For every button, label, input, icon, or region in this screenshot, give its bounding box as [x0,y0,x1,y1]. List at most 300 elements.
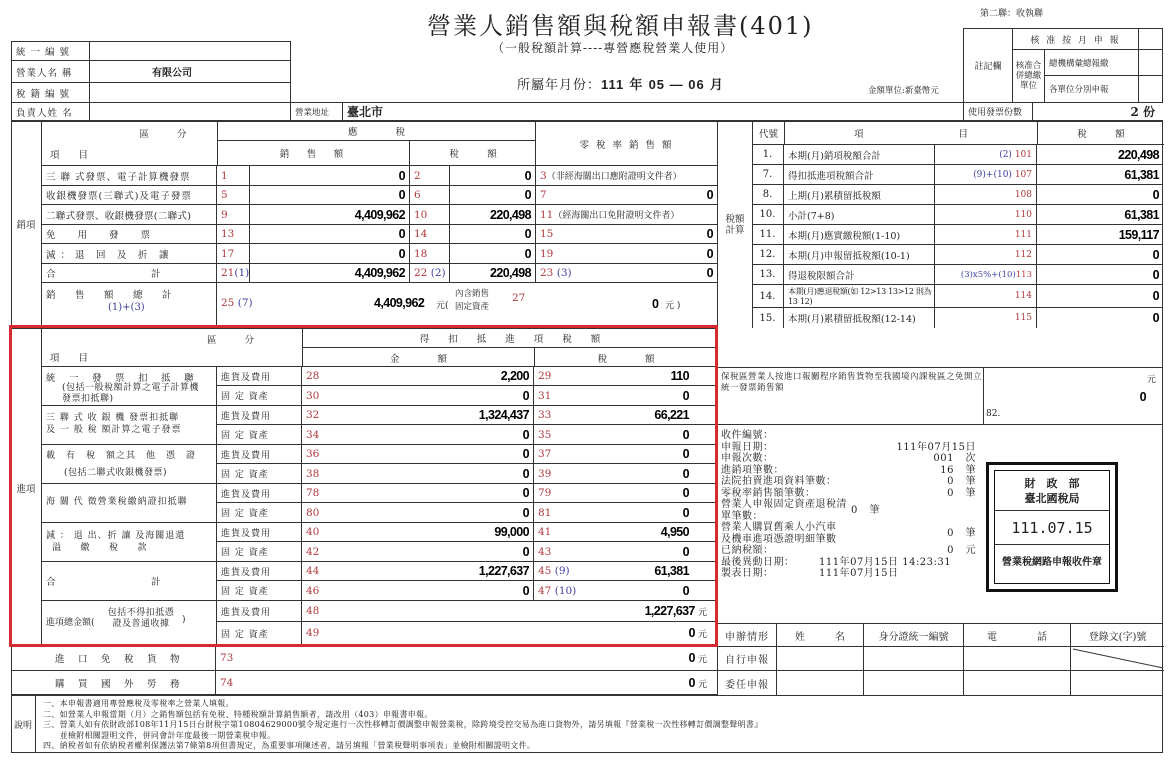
code: 37 [538,448,552,460]
filing-label: 申報日期： [721,441,774,453]
filing-label: 最後異動日期： [721,556,795,568]
tax-cell [534,425,717,444]
diagonal-strike-icon [1071,647,1164,670]
note-line: 三、營業人如有依財政部108年11月15日台財稅字第10804629000號令規定進行一次性移轉訂價調整申報營業稅，除跨境受控交易為進口貨物外，請另填報『營業稅一次性移轉訂價調整聲明書』 [43,720,763,729]
filer-header-cell: 身分證統一編號 [864,624,964,646]
row-code [934,308,1037,328]
code: 107 [1014,169,1032,180]
purchase-total-group [42,562,717,601]
separate-checkbox[interactable] [1139,76,1162,102]
grand-total-note: 包括不得扣抵憑證及普通收據 [107,608,175,629]
sales-row-label: 收銀機發票(三聯式)及電子發票 [42,186,217,205]
amount-cell [302,406,534,425]
sales-code: 17 [217,244,250,263]
sales-total-formula: (1)+(3) [108,302,145,313]
total-label-cell [42,283,217,326]
period-months: 05 — 06 [648,77,705,92]
sales-section [11,121,42,326]
tax-cell [534,581,717,600]
tax-cell [534,484,717,503]
filing-value: 0 [851,504,858,516]
purchase-grand-total [42,601,717,645]
tax-amount[interactable]: 0 [524,227,531,241]
row-code [934,245,1037,264]
amount[interactable]: 0 [522,544,529,559]
fixed-assets-unit: 元 ) [665,301,681,311]
amount[interactable]: 99,000 [494,525,529,539]
sales-amount[interactable]: 0 [250,186,410,205]
filer-id-field[interactable] [864,647,964,670]
amount-cell [302,425,534,444]
row-no: 10. [752,205,784,224]
stamp-frame [994,470,1110,584]
tax-amount[interactable]: 0 [524,188,531,202]
filing-unit: 筆 [965,487,976,499]
filing-label: 進銷項筆數： [721,464,784,476]
tax-amount[interactable]: 0 [524,168,531,183]
stamp-header [995,471,1109,511]
row-code [934,145,1037,164]
name-field[interactable]: 有限公司 [90,61,290,83]
import-exempt-label: 進 口 免 稅 貨 物 [11,645,216,670]
amount[interactable]: 1,324,437 [478,408,529,422]
notes-label: 說明 [11,696,36,753]
tax[interactable]: 0 [682,505,689,520]
code: 23 [540,267,554,279]
group-label-cell [42,406,217,444]
tax[interactable]: 110 [670,369,689,383]
group-label: 統 一 發 票 扣 抵 聯 [46,373,196,384]
zero-amount[interactable]: 0 [706,266,713,280]
code: 73 [220,651,234,664]
sales-amount[interactable]: 0 [250,225,410,244]
code: 48 [306,605,320,617]
purchase-group [42,445,717,484]
code: 81 [538,506,552,519]
header-item: 項 目 [785,121,1038,144]
filing-value: 16 [940,464,954,476]
note-line: 四、納稅者如有依納稅者權利保護法第7條第8項但書規定，為重要事項陳述者，請另填報「營業稅聲明事項表」並檢附相關證明文件。 [43,741,536,750]
tax-reg-field[interactable] [90,83,290,103]
filing-label: 收件編號： [721,430,774,441]
tax-cell [534,542,717,561]
filing-row [721,453,976,465]
sub-purchase-label: 進貨及費用 [217,523,302,542]
unified-no-label: 統 一 編 號 [12,42,90,61]
tax[interactable]: 0 [682,427,689,442]
sales-row [42,225,717,245]
tax-cell [534,503,717,522]
ref: (10) [554,584,577,597]
code: 45 [538,565,552,577]
tax[interactable]: 4,950 [660,525,689,539]
purchases-section-label: 進項 [16,483,36,495]
sales-code: 1 [217,166,250,185]
tax-calc-row [752,265,1163,285]
sales-header-category: 區 分 [139,129,190,140]
ref: (9)+(10) [973,169,1012,180]
foreign-service-cell [216,671,717,694]
filing-unit: 筆 [965,476,976,487]
row-label: 本期(月)累積留抵稅額(12-14) [788,314,916,325]
code: 29 [538,370,552,382]
sales-total-unit: 元( [436,301,449,311]
row-value[interactable]: 0 [1152,187,1159,202]
bonded-code: 82. [986,409,1001,419]
amount-cell [302,542,534,561]
tax-calc-row [752,225,1163,245]
value[interactable]: 1,227,637 [644,604,695,618]
code: 34 [306,428,320,441]
purchases-header-category: 區 分 [206,335,257,346]
amount[interactable]: 0 [522,583,529,598]
row-value[interactable]: 0 [1152,247,1159,262]
filer-name-field[interactable] [777,671,864,695]
unit: 元 [697,630,707,640]
sales-header-item: 項 目 [50,150,89,161]
filer-phone-field[interactable] [964,647,1071,670]
purchase-group [42,484,717,523]
period-year-unit: 年 [629,78,644,93]
code: 46 [306,584,320,597]
zero-rate-header: 零 稅 率 銷 售 額 [535,121,717,166]
unit: 元 [697,679,707,690]
invoice-copies-label: 使用發票份數 [963,103,1033,120]
invoice-copies-value[interactable]: 2 份 [1130,105,1155,119]
group-label: 海 關 代 徵營業稅繳納證扣抵聯 [46,497,188,507]
tax-amount[interactable]: 220,498 [490,266,531,280]
code: 114 [1014,291,1032,301]
monthly-label: 核 准 按 月 申 報 [1013,29,1139,50]
sales-amount[interactable]: 4,409,962 [250,264,410,283]
amount-cell [302,445,534,464]
purchase-group [42,367,717,406]
amount[interactable]: 0 [522,388,529,403]
zero-code: 15 [540,228,554,240]
filer-reg-field-disabled [1071,647,1164,670]
sub-fixed-label: 固 定 資產 [217,425,302,444]
grand-total-close: ) [182,615,186,625]
header-tax: 稅 額 [1077,128,1125,140]
group-label: 合 計 [46,577,162,588]
code: 31 [538,389,552,402]
zero-amount[interactable]: 0 [706,227,713,241]
tax-calc-label: 稅額計算 [718,121,753,328]
filer-row [718,671,1164,695]
row-no: 11. [752,225,784,244]
sales-amount[interactable]: 0 [250,166,410,185]
tax-calc-row [752,245,1163,265]
code: 74 [220,676,234,689]
taxable-header-label: 應 稅 [218,121,535,141]
tax[interactable]: 66,221 [654,408,689,422]
filing-label: 營業人購買舊乘人小汽車及機車進項憑證明細筆數 [721,522,837,545]
row-value[interactable]: 159,117 [1118,227,1159,242]
sub-purchase-label: 進貨及費用 [217,484,302,503]
sales-amount[interactable]: 4,409,962 [250,205,410,224]
taxpayer-info [11,41,291,121]
ref: (2) [999,149,1012,160]
sub-fixed-label: 固 定 資產 [217,386,302,405]
sub-fixed-label: 固 定 資產 [217,581,302,600]
tax-calc-rows [752,145,1163,328]
period-year: 111 [601,77,625,92]
bonded-value[interactable]: 0 [1139,390,1146,404]
amount-cell [302,503,534,522]
tax[interactable]: 0 [682,466,689,481]
amount[interactable]: 0 [522,505,529,520]
filing-row [721,465,976,477]
sales-row [42,166,717,186]
stamp-footer: 營業稅網路申報收件章 [1002,556,1102,568]
purchases-header-item: 項 目 [50,353,89,364]
monthly-checkbox[interactable] [1139,29,1162,50]
ref: (3) [556,267,572,279]
sub-purchase-label: 進貨及費用 [217,406,302,425]
tax[interactable]: 0 [682,447,689,461]
purchases-section [11,328,42,645]
sales-row-label: 合 計 [42,264,217,283]
filer-row-label: 自行申報 [718,647,777,670]
separate-label: 各單位分別申報 [1045,76,1139,102]
code: 47 [538,584,552,597]
tax-cell [534,386,717,405]
unit: 元 [697,608,707,618]
copy-label: 第二聯：收執聯 [980,9,1044,19]
filing-unit: 次 [965,453,976,464]
sales-tax-header: 稅 額 [449,149,497,160]
sales-row-label: 減 ： 退 回 及 折 讓 [42,244,217,263]
import-exempt-row [11,645,717,671]
stamp-line2: 臺北國稅局 [1024,491,1080,505]
foreign-service-label: 購 買 國 外 勞 務 [11,671,216,694]
tax-calc-header [753,121,1164,145]
tax-amount[interactable]: 0 [524,246,531,261]
code: 40 [306,526,320,538]
row-value[interactable]: 61,381 [1124,167,1159,182]
filer-table [717,623,1163,695]
bonded-unit: 元 [1146,375,1156,385]
row-value[interactable]: 61,381 [1124,207,1159,222]
owner-field[interactable] [90,103,290,120]
zero-rate-cell [535,244,717,263]
sub-fixed-label: 固 定 資產 [217,542,302,561]
fixed-assets-value[interactable]: 0 [652,297,659,311]
amount-cell [302,464,534,483]
filing-label: 已納稅額： [721,545,774,556]
tax-amount[interactable]: 220,498 [490,207,531,222]
tax-calc-row [752,205,1163,225]
filer-reg-field[interactable] [1071,671,1164,695]
filing-label: 製表日期： [721,568,774,579]
sales-code: 13 [217,225,250,244]
row-label: 上期(月)累積留抵稅額 [788,190,881,202]
page-title: 營業人銷售額與稅額申報書(401) [427,12,814,40]
zero-code: 3 [540,169,547,182]
tax-code: 18 [410,244,450,263]
row-no: 1. [752,145,784,164]
amount[interactable]: 0 [522,466,529,481]
fixed-assets-code: 27 [512,292,526,304]
sales-row-label: 二聯式發票、收銀機發票(二聯式) [42,205,217,224]
group-label-cell [42,445,217,483]
filing-unit: 筆 [869,504,880,516]
note-line: 並檢附相關證明文件，併同會計年度最後一期營業稅申報。 [43,730,276,740]
receipt-stamp [986,462,1118,592]
bonded-section [717,367,1163,425]
row-no: 13. [752,265,784,284]
row-value[interactable]: 220,498 [1118,147,1159,162]
purchase-amount-header: 金 額 [303,348,535,367]
amount[interactable]: 1,227,637 [478,564,529,578]
filing-value: 0 [947,527,954,539]
filing-row [721,430,976,442]
row-no: 14. [752,285,784,307]
row-code [934,285,1037,307]
grand-total-label-cell [42,601,217,645]
code: 25 [221,297,235,309]
filing-row [721,557,976,569]
header-code: 代號 [753,121,785,144]
filing-value: 0 [947,545,954,556]
period [517,74,724,93]
filing-value: 111年07月15日 [896,441,976,453]
zero-code: 7 [540,189,547,201]
purchase-tax-header: 稅 額 [597,353,655,365]
filing-row [721,522,976,545]
code: 35 [538,428,552,441]
value[interactable]: 0 [688,650,695,665]
row-label: 本期(月)申報留抵稅額(10-1) [788,250,910,262]
sales-amount-header: 銷 售 額 [218,141,410,165]
page-subtitle: （一般稅額計算----專營應稅營業人使用） [492,41,734,55]
ref: (7) [237,297,253,309]
row-code [934,225,1037,244]
tax-code: 2 [410,166,450,185]
filing-value: 001 [933,453,954,464]
code: 49 [306,627,320,639]
tax[interactable]: 0 [682,388,689,403]
tax[interactable]: 0 [682,583,689,598]
zero-rate-cell [535,166,717,185]
row-label: 小計(7+8) [788,210,835,222]
deductible-header-label: 得 扣 抵 進 項 稅 額 [303,329,717,348]
amount[interactable]: 2,200 [500,369,529,383]
group-label-cell [42,484,217,522]
code: 33 [538,409,552,421]
sub-purchase-label: 進貨及費用 [217,562,302,581]
amount-cell [302,386,534,405]
zero-rate-cell [535,264,717,283]
sales-code [217,264,250,283]
group-label-cell [42,523,217,561]
unit: 元 [697,654,707,665]
filer-id-field[interactable] [864,671,964,695]
group-label: 載 有 稅 額之其 他 憑 證 [46,451,197,461]
zero-amount[interactable]: 0 [706,246,713,261]
filer-row-label: 委任申報 [718,671,777,695]
tax[interactable]: 0 [682,486,689,500]
filing-row [721,568,976,580]
tax[interactable]: 61,381 [654,564,689,578]
amount[interactable]: 0 [522,447,529,461]
row-value[interactable]: 0 [1152,267,1159,282]
tax-cell [534,445,717,464]
hq-checkbox[interactable] [1139,50,1162,76]
filer-phone-field[interactable] [964,671,1071,695]
notes-section [11,695,1163,753]
stamp-line1: 財 政 部 [1024,476,1080,490]
sales-amount[interactable]: 0 [250,244,410,263]
row-value[interactable]: 0 [1152,289,1159,303]
row-value[interactable]: 0 [1152,311,1159,325]
address-field[interactable]: 臺北市 [347,105,384,119]
zero-rate-cell [535,186,717,205]
filing-label: 營業人申報固定資產退稅清單筆數： [721,499,847,522]
ref: (2) [430,267,446,279]
sub-fixed-label: 固 定 資產 [217,464,302,483]
value[interactable]: 0 [688,626,695,640]
amount[interactable]: 0 [522,486,529,500]
row-no: 12. [752,245,784,264]
row-code [934,265,1037,284]
filer-name-field[interactable] [777,647,864,670]
tax-code: 10 [410,205,450,224]
filing-row [721,488,976,500]
tax-cell [534,464,717,483]
row-label: 本期(月)應退稅額(如 12>13 13>12 則為 13 12) [788,287,932,306]
fixed-assets-label: 內含銷售固定資產 [455,289,490,312]
amount[interactable]: 0 [522,427,529,442]
remarks-box [963,28,1163,103]
zero-amount[interactable]: 0 [706,188,713,202]
unified-no-field[interactable] [90,42,290,61]
group-label: 減 ： 退 出、折 讓 及海關退還 [46,531,186,541]
tax-code: 6 [410,186,450,205]
filing-row [721,442,976,454]
tax-reg-label: 稅 籍 編 號 [12,83,90,103]
purchases-header [42,328,717,367]
sales-code: 5 [217,186,250,205]
note-line: 一、本申報書適用專營應稅及零稅率之營業人填報。 [43,699,234,708]
sales-section-label: 銷項 [16,219,36,231]
tax[interactable]: 0 [682,544,689,559]
value[interactable]: 0 [688,675,695,690]
notes-list [43,699,763,752]
code: 113 [1015,269,1032,280]
sub-purchase-label: 進貨及費用 [217,445,302,464]
row-code [934,165,1037,184]
purchase-group [42,523,717,562]
bonded-value-cell [983,368,1164,425]
sales-row [42,186,717,206]
filing-info-list [721,430,976,580]
row-label: 得扣抵進項稅額合計 [788,170,874,182]
sales-total-label: 銷 售 額 總 計 [46,290,177,301]
period-label: 所屬年月份： [517,78,602,93]
filing-label: 法院拍賣進項資料筆數： [721,476,837,487]
sales-total-value[interactable]: 4,409,962 [374,296,425,310]
filer-header-cell: 姓 名 [777,624,864,646]
tax-code: 14 [410,225,450,244]
grand-total-label: 進項總金額( [46,618,95,628]
filer-header-cell: 登錄文(字)號 [1088,631,1147,643]
address-label: 營業地址 [291,103,343,120]
filing-value: 0 [947,476,954,487]
code: 110 [1014,209,1032,220]
filing-row [721,476,976,488]
sales-rows [42,166,717,283]
